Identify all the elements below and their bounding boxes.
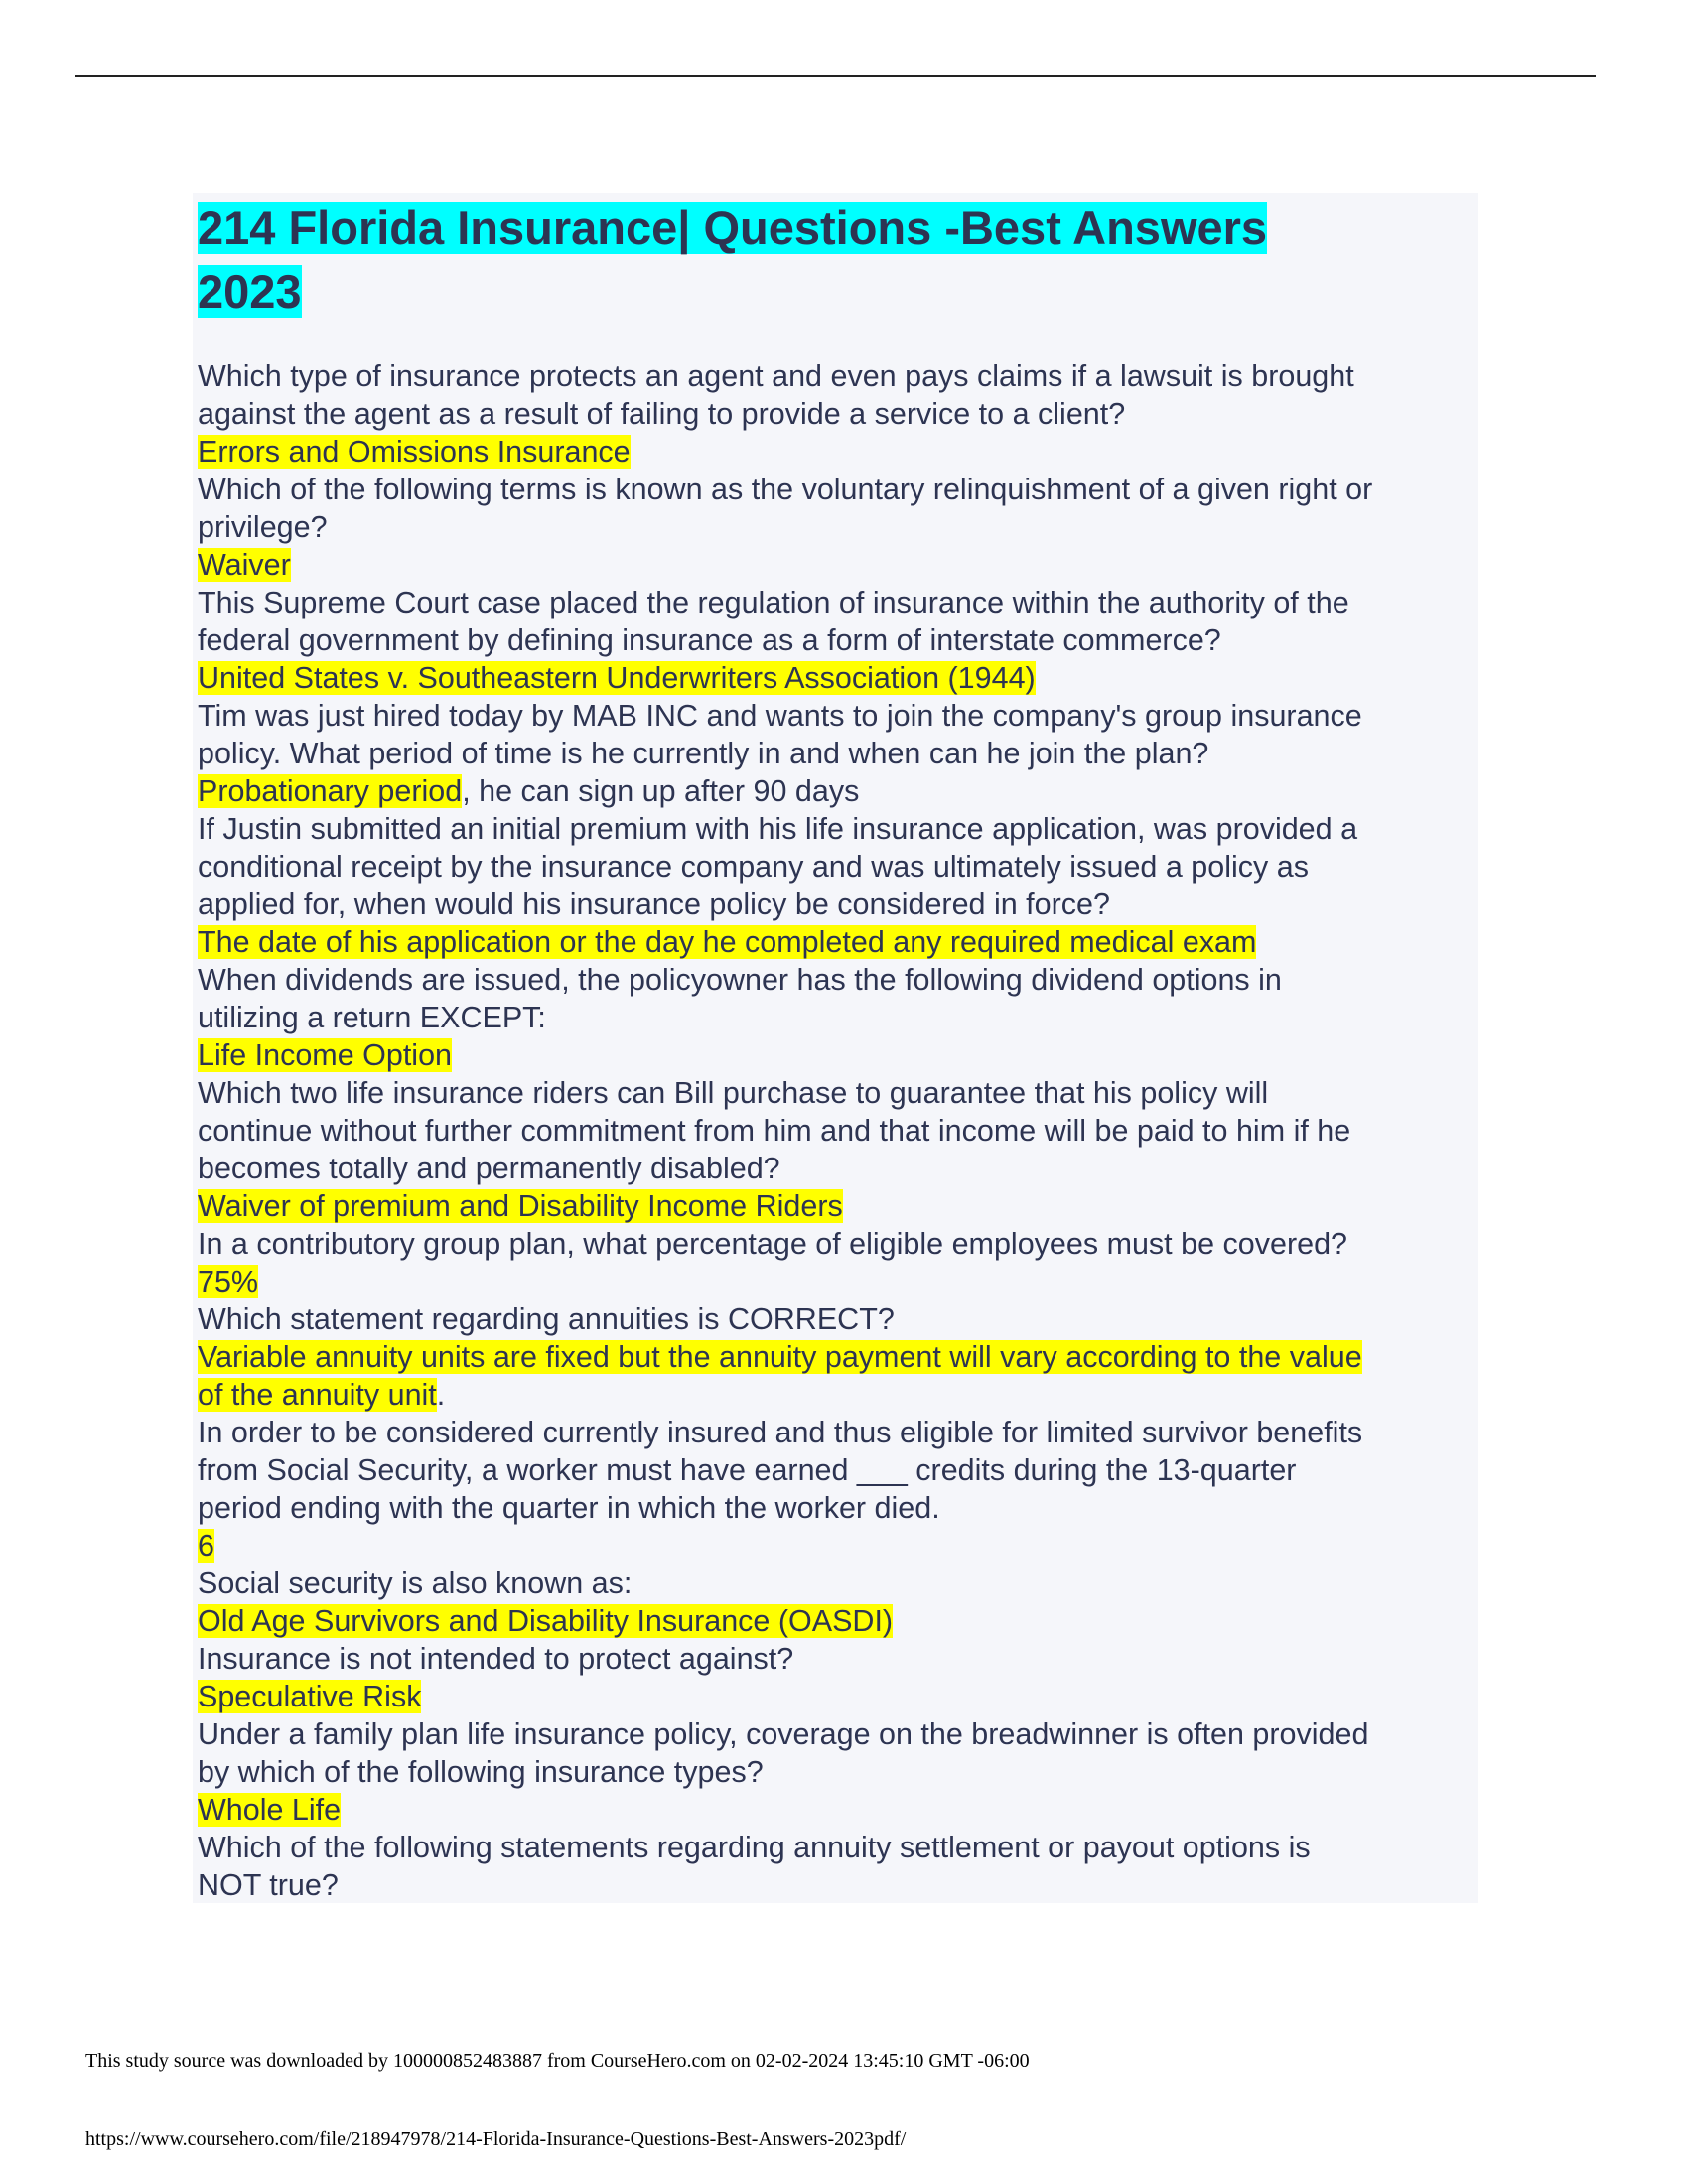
answer-line bbox=[198, 1376, 1372, 1414]
question-line: continue without further commitment from him and that income will be paid to him if he bbox=[198, 1114, 1351, 1148]
answer-line bbox=[198, 1036, 1372, 1074]
highlighted-answer: Waiver bbox=[198, 548, 291, 582]
answer-line bbox=[198, 546, 1372, 584]
question-line: period ending with the quarter in which the worker died. bbox=[198, 1491, 940, 1525]
question-line: When dividends are issued, the policyowner has the following dividend options in bbox=[198, 963, 1282, 997]
question-line: Under a family plan life insurance policy, coverage on the breadwinner is often provided bbox=[198, 1717, 1369, 1751]
question-line: privilege? bbox=[198, 510, 328, 544]
title-line: 2023 bbox=[198, 265, 302, 318]
qa-item bbox=[198, 584, 1372, 697]
answer-line bbox=[198, 433, 1372, 471]
highlighted-answer: Probationary period bbox=[198, 774, 463, 808]
qa-item bbox=[198, 1300, 1372, 1414]
qa-item bbox=[198, 1414, 1372, 1565]
answer-line bbox=[198, 1187, 1372, 1225]
answer-line bbox=[198, 1527, 1372, 1565]
answer-text: , he can sign up after 90 days bbox=[462, 774, 860, 808]
answer-line bbox=[198, 1678, 1372, 1715]
question-line: Which two life insurance riders can Bill purchase to guarantee that his policy will bbox=[198, 1076, 1269, 1110]
question-line: Which of the following terms is known as the voluntary relinquishment of a given right or bbox=[198, 473, 1373, 506]
question-line: If Justin submitted an initial premium with his life insurance application, was provided a bbox=[198, 812, 1358, 846]
document-page-content bbox=[193, 193, 1478, 1903]
question-line: Tim was just hired today by MAB INC and wants to join the company's group insurance bbox=[198, 699, 1362, 733]
question-line: by which of the following insurance types? bbox=[198, 1755, 764, 1789]
question-line: applied for, when would his insurance policy be considered in force? bbox=[198, 887, 1110, 921]
answer-line bbox=[198, 1263, 1372, 1300]
question-line: Which statement regarding annuities is CORRECT? bbox=[198, 1302, 895, 1336]
highlighted-answer: 75% bbox=[198, 1265, 259, 1298]
question-line: In order to be considered currently insured and thus eligible for limited survivor benefits bbox=[198, 1416, 1363, 1449]
question-line: Social security is also known as: bbox=[198, 1567, 633, 1600]
question-line: utilizing a return EXCEPT: bbox=[198, 1001, 546, 1034]
highlighted-answer: Whole Life bbox=[198, 1793, 342, 1827]
answer-line bbox=[198, 1791, 1372, 1829]
highlighted-answer: Errors and Omissions Insurance bbox=[198, 435, 631, 469]
highlighted-answer: of the annuity unit bbox=[198, 1378, 437, 1412]
answer-line bbox=[198, 1338, 1372, 1376]
question-line: becomes totally and permanently disabled? bbox=[198, 1152, 780, 1185]
answer-text: . bbox=[436, 1378, 446, 1412]
qa-item bbox=[198, 961, 1372, 1074]
highlighted-answer: 6 bbox=[198, 1529, 214, 1563]
question-line: conditional receipt by the insurance company and was ultimately issued a policy as bbox=[198, 850, 1309, 884]
qa-item bbox=[198, 1640, 1372, 1715]
document-title bbox=[198, 197, 1267, 324]
qa-item bbox=[198, 1074, 1372, 1225]
question-line: federal government by defining insurance as a form of interstate commerce? bbox=[198, 623, 1221, 657]
answer-line bbox=[198, 772, 1372, 810]
question-line: policy. What period of time is he currently in and when can he join the plan? bbox=[198, 737, 1209, 770]
qa-item bbox=[198, 471, 1372, 584]
answer-line bbox=[198, 659, 1372, 697]
qa-item bbox=[198, 1565, 1372, 1640]
highlighted-answer: United States v. Southeastern Underwriters Association (1944) bbox=[198, 661, 1036, 695]
highlighted-answer: Old Age Survivors and Disability Insurance (OASDI) bbox=[198, 1604, 894, 1638]
qa-item bbox=[198, 1829, 1372, 1904]
question-answer-list bbox=[198, 357, 1372, 1904]
highlighted-answer: Life Income Option bbox=[198, 1038, 453, 1072]
question-line: from Social Security, a worker must have earned ___ credits during the 13-quarter bbox=[198, 1453, 1297, 1487]
answer-line bbox=[198, 923, 1372, 961]
top-divider bbox=[75, 75, 1596, 77]
highlighted-answer: Variable annuity units are fixed but the annuity payment will vary according to the value bbox=[198, 1340, 1362, 1374]
highlighted-answer: The date of his application or the day he completed any required medical exam bbox=[198, 925, 1257, 959]
question-line: Which of the following statements regarding annuity settlement or payout options is bbox=[198, 1831, 1311, 1864]
highlighted-answer: Waiver of premium and Disability Income Riders bbox=[198, 1189, 843, 1223]
qa-item bbox=[198, 357, 1372, 471]
qa-item bbox=[198, 1225, 1372, 1300]
answer-line bbox=[198, 1602, 1372, 1640]
question-line: In a contributory group plan, what percentage of eligible employees must be covered? bbox=[198, 1227, 1348, 1261]
qa-item bbox=[198, 697, 1372, 810]
qa-item bbox=[198, 810, 1372, 961]
question-line: Which type of insurance protects an agent and even pays claims if a lawsuit is brought bbox=[198, 359, 1354, 393]
question-line: NOT true? bbox=[198, 1868, 339, 1902]
question-line: Insurance is not intended to protect against? bbox=[198, 1642, 794, 1676]
download-notice: This study source was downloaded by 100000852483887 from CourseHero.com on 02-02-2024 13:45:10 GMT -06:00 bbox=[85, 2050, 1030, 2072]
question-line: This Supreme Court case placed the regulation of insurance within the authority of the bbox=[198, 586, 1349, 619]
title-line: 214 Florida Insurance| Questions -Best Answers bbox=[198, 202, 1268, 254]
highlighted-answer: Speculative Risk bbox=[198, 1680, 422, 1713]
qa-item bbox=[198, 1715, 1372, 1829]
source-url[interactable]: https://www.coursehero.com/file/218947978/214-Florida-Insurance-Questions-Best-Answers-2023pdf/ bbox=[85, 2128, 907, 2150]
question-line: against the agent as a result of failing to provide a service to a client? bbox=[198, 397, 1126, 431]
